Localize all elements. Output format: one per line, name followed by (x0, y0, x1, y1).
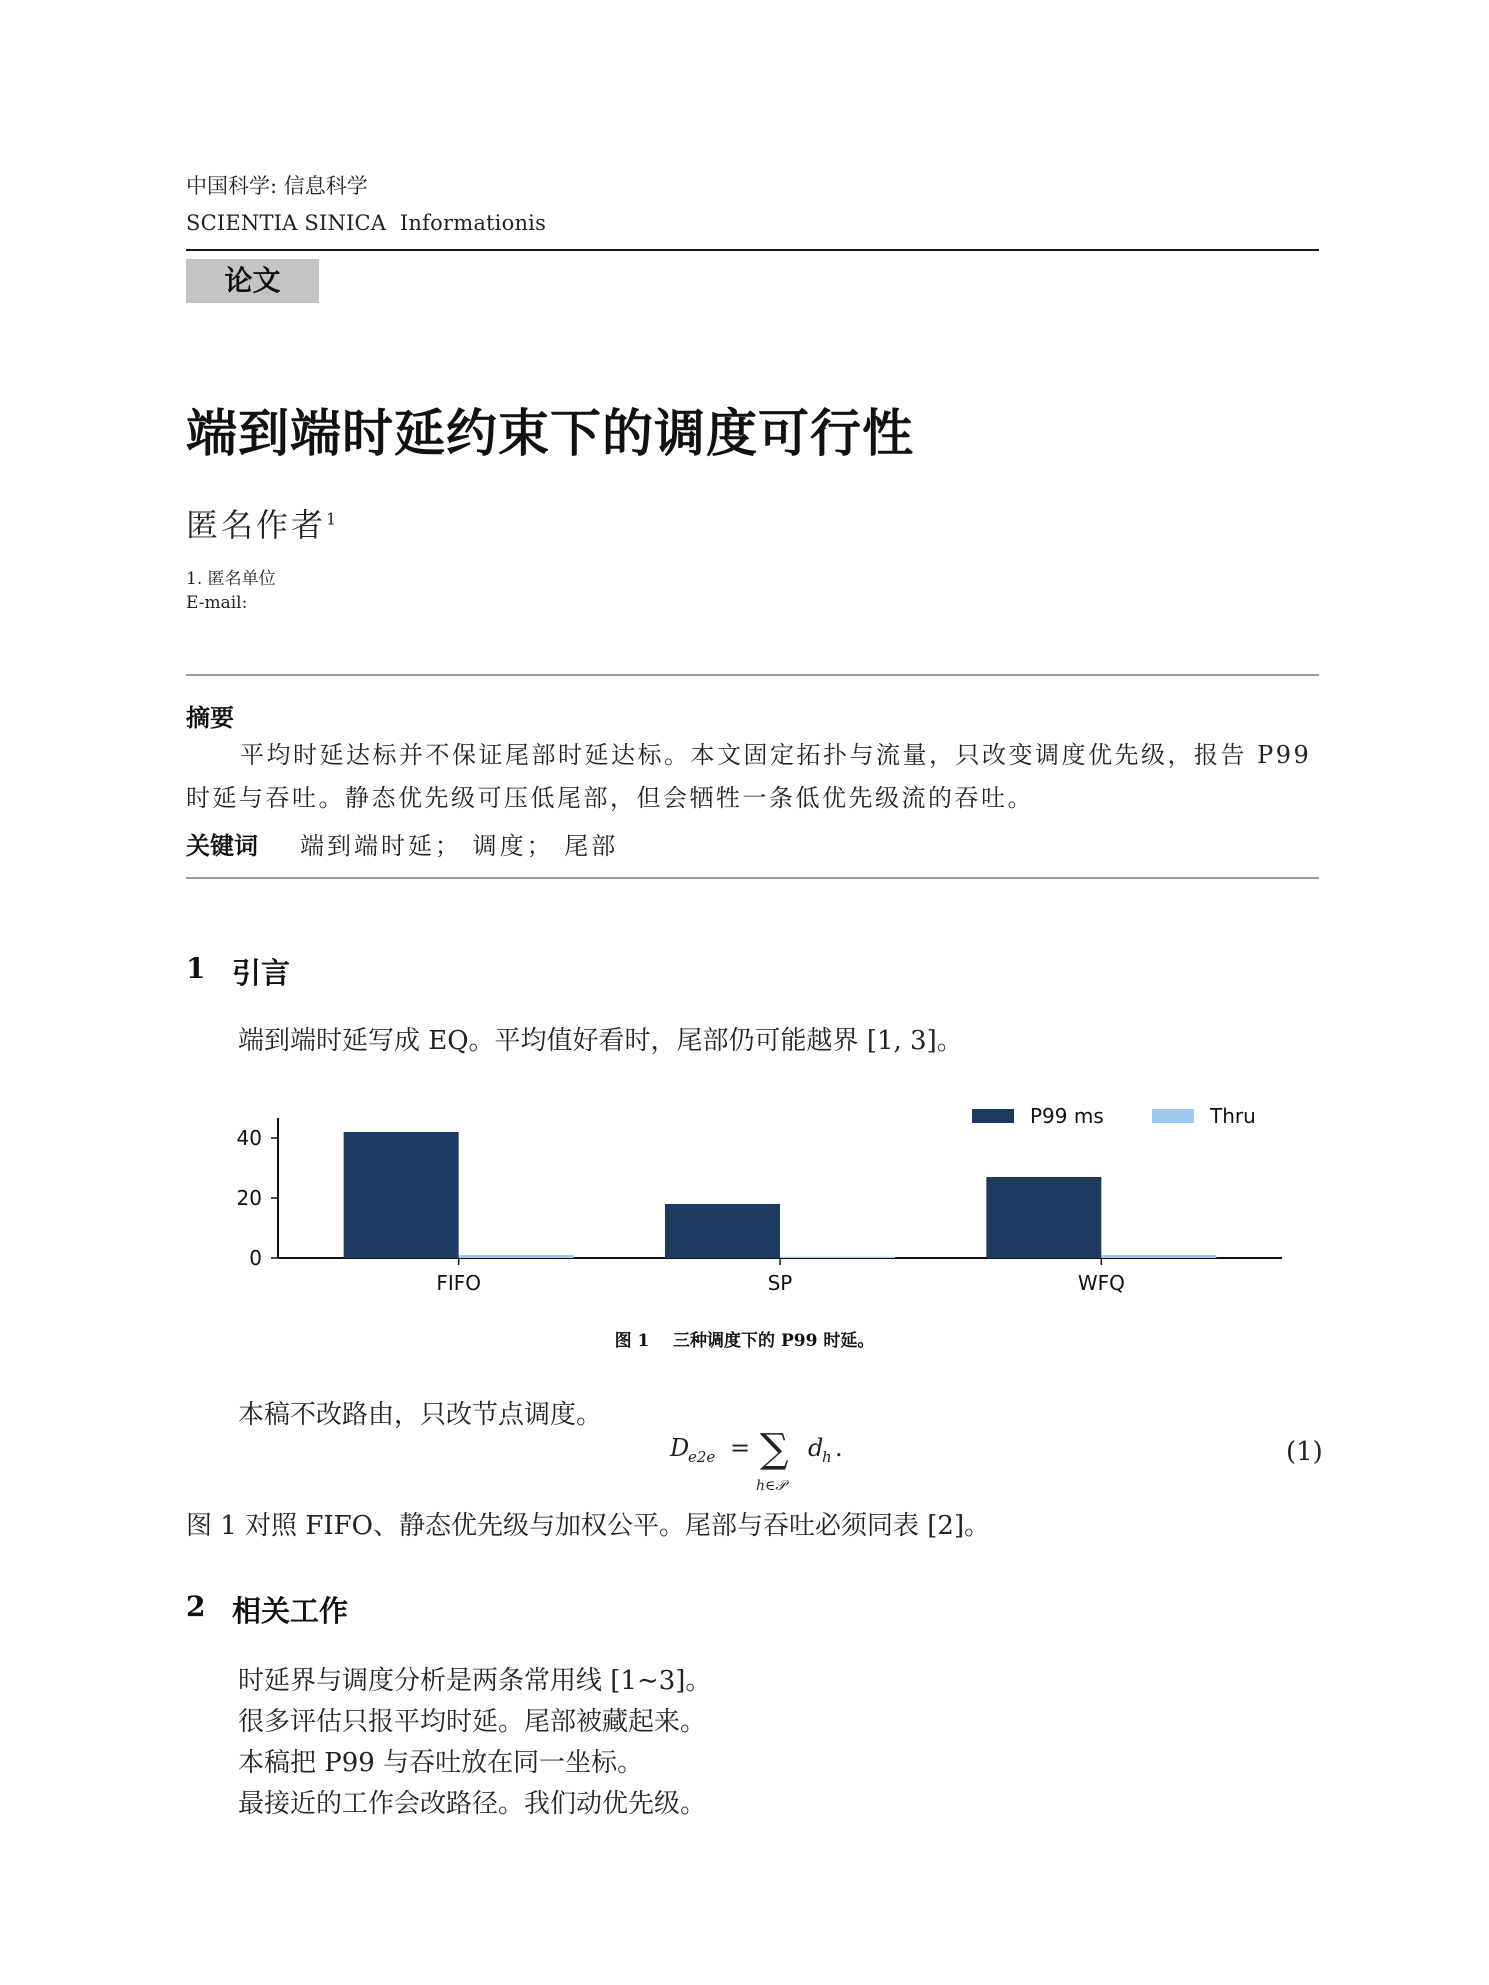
figure-caption: 图 1 三种调度下的 P99 时延。 (614, 1331, 875, 1351)
equation-lhs: D (670, 1434, 690, 1462)
sum-symbol: ∑ (760, 1428, 789, 1472)
author-name: 匿名作者 (186, 506, 327, 544)
legend-label: P99 ms (1030, 1104, 1104, 1128)
y-tick-label: 20 (236, 1186, 262, 1210)
legend-swatch (972, 1109, 1014, 1123)
keywords-list: 端到端时延； 调度； 尾部 (300, 832, 619, 860)
bar-p99-ms-fifo (344, 1132, 459, 1258)
equation-number: (1) (1286, 1437, 1323, 1467)
section-number: 1 (186, 952, 206, 985)
paper-title: 端到端时延约束下的调度可行性 (186, 405, 915, 464)
author-affiliation-mark: 1 (326, 509, 337, 529)
abstract-rule-top (186, 674, 1319, 676)
sum-subscript: h∈𝒫 (756, 1478, 786, 1494)
body-paragraph: 端到端时延写成 EQ。平均值好看时，尾部仍可能越界 [1, 3]。 (238, 1026, 963, 1056)
abstract-heading: 摘要 (186, 704, 234, 732)
bar-p99-ms-sp (665, 1204, 780, 1258)
section-title: 引言 (232, 956, 291, 990)
section-number: 2 (186, 1590, 206, 1623)
equation-term-subscript: h (822, 1448, 832, 1466)
body-line: 时延界与调度分析是两条常用线 [1∼3]。 (238, 1666, 712, 1696)
abstract-body: 平均时延达标并不保证尾部时延达标。本文固定拓扑与流量，只改变调度优先级，报告 P99 时延与吞吐。静态优先级可压低尾部，但会牺牲一条低优先级流的吞吐。 (186, 741, 1312, 812)
journal-name-chinese: 中国科学: 信息科学 (186, 174, 368, 198)
bar-thru-fifo (459, 1255, 574, 1258)
keywords-heading: 关键词 (186, 832, 258, 860)
bar-p99-ms-wfq (986, 1177, 1101, 1258)
y-tick-label: 0 (249, 1246, 262, 1270)
equals-sign: = (730, 1434, 751, 1462)
equation-period: . (835, 1434, 843, 1462)
section-title: 相关工作 (232, 1594, 349, 1628)
equation-1 (668, 1428, 868, 1494)
abstract-rule-bottom (186, 877, 1319, 879)
y-tick-label: 40 (236, 1126, 262, 1150)
x-tick-label: WFQ (1077, 1271, 1125, 1295)
bar-thru-wfq (1101, 1255, 1216, 1258)
affiliation: 1. 匿名单位 (186, 569, 276, 589)
body-paragraph: 本稿不改路由，只改节点调度。 (238, 1400, 603, 1430)
x-tick-label: FIFO (436, 1271, 481, 1295)
bar-thru-sp (780, 1257, 895, 1258)
equation-term: d (808, 1434, 824, 1462)
x-tick-label: SP (767, 1271, 793, 1295)
figure-1-bar-chart (220, 1090, 1300, 1300)
body-line: 最接近的工作会改路径。我们动优先级。 (238, 1789, 707, 1819)
legend-swatch (1152, 1109, 1194, 1123)
body-line: 本稿把 P99 与吞吐放在同一坐标。 (238, 1748, 644, 1778)
legend-label: Thru (1210, 1104, 1256, 1128)
body-line: 很多评估只报平均时延。尾部被藏起来。 (238, 1707, 707, 1737)
body-paragraph: 图 1 对照 FIFO、静态优先级与加权公平。尾部与吞吐必须同表 [2]。 (186, 1511, 991, 1541)
journal-name-english: SCIENTIA SINICA Informationis (186, 211, 547, 235)
author-list (186, 500, 336, 546)
header-rule (186, 249, 1319, 251)
equation-lhs-subscript: e2e (688, 1448, 716, 1466)
article-type-badge: 论文 (186, 259, 319, 303)
email-line: E-mail: (186, 593, 248, 613)
